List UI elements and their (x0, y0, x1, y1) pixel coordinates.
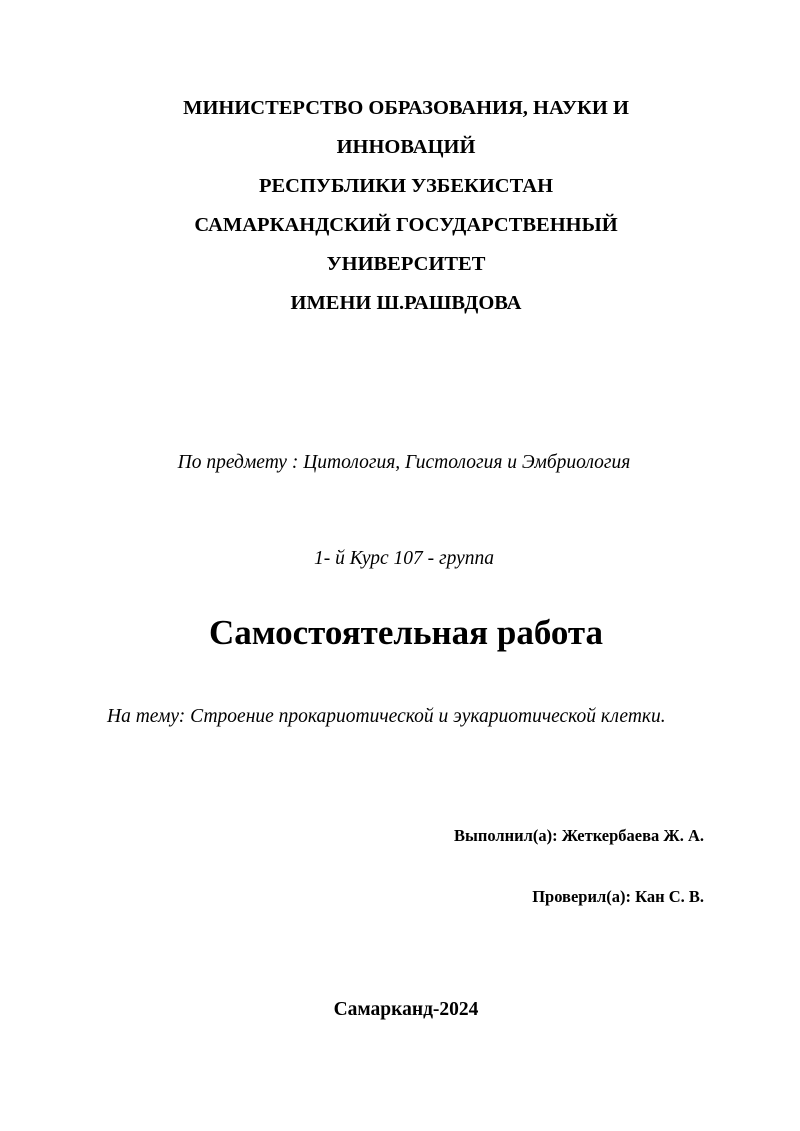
document-title: Самостоятельная работа (208, 613, 604, 652)
header-line: САМАРКАНДСКИЙ ГОСУДАРСТВЕННЫЙ (194, 214, 618, 236)
subject-line: По предмету : Цитология, Гистология и Эмбриология (177, 452, 631, 473)
header-line: ИННОВАЦИЙ (336, 136, 476, 158)
performed-by: Выполнил(а): Жеткербаева Ж. А. (453, 826, 704, 845)
city-year: Самарканд-2024 (333, 999, 479, 1020)
theme-text: На тему: Строение прокариотической и эукариотической клетки. (107, 706, 666, 727)
course-group-line: 1- й Курс 107 - группа (313, 548, 495, 569)
header-line: ИМЕНИ Ш.РАШВДОВА (290, 292, 522, 314)
header-line: УНИВЕРСИТЕТ (326, 253, 486, 275)
institution-header (0, 89, 800, 323)
header-line: МИНИСТЕРСТВО ОБРАЗОВАНИЯ, НАУКИ И (183, 97, 629, 119)
header-line: РЕСПУБЛИКИ УЗБЕКИСТАН (258, 175, 554, 197)
checked-by: Проверил(а): Кан С. В. (532, 887, 704, 906)
